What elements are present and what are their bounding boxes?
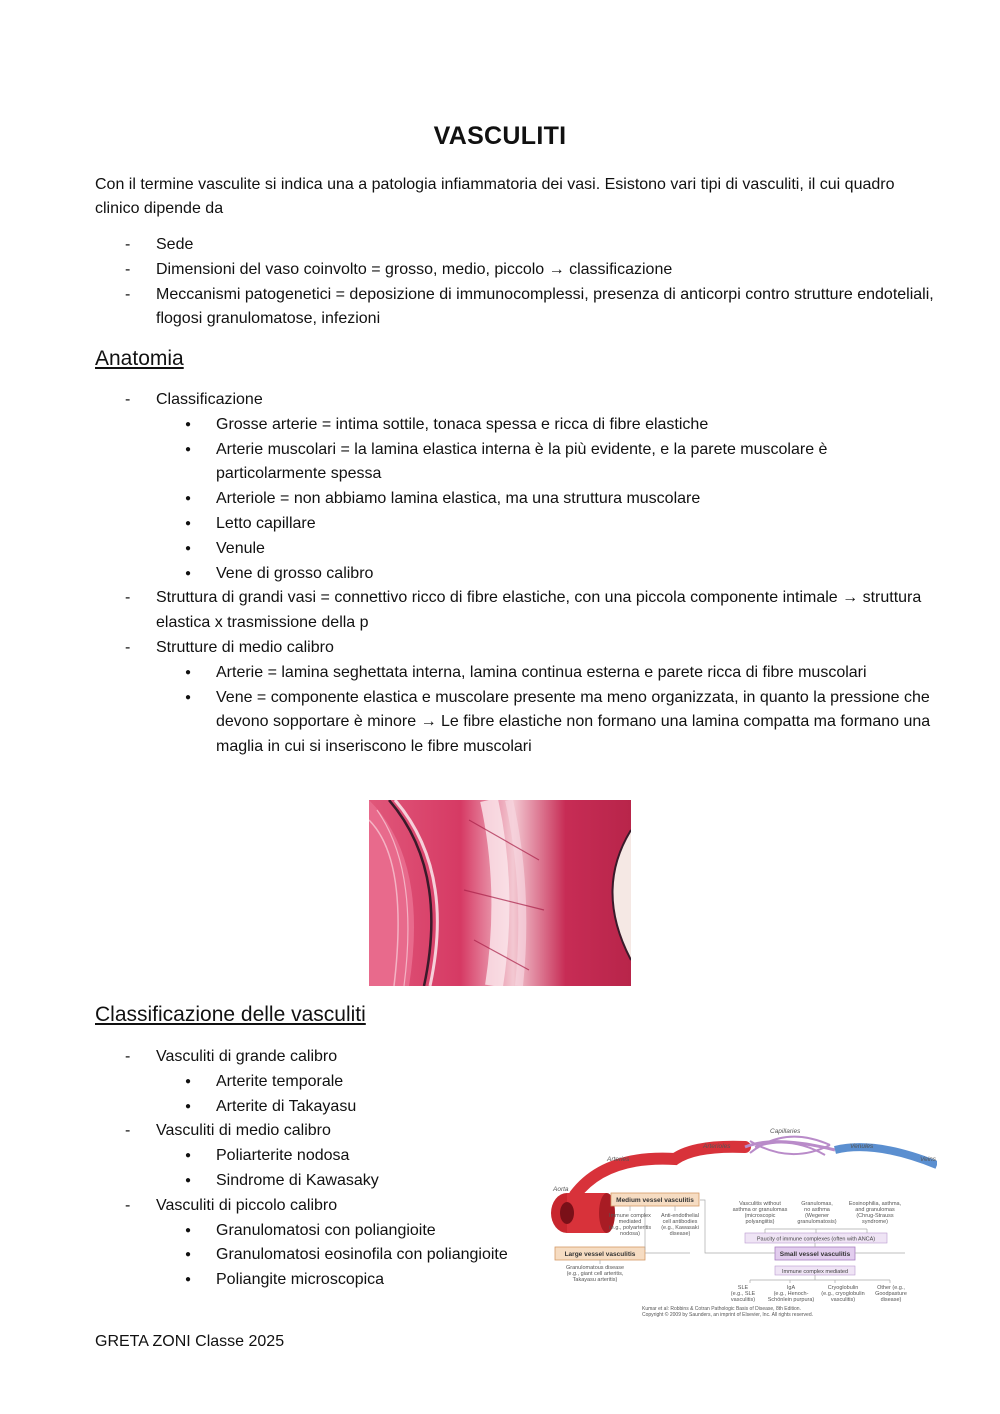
eosinophilia-line: syndrome) [862,1219,888,1225]
label-arteries: Arteries [607,1156,630,1163]
list-item: ● Sindrome di Kawasaky [95,1169,545,1194]
immune-complex-box: Immune complex mediated [781,1269,849,1275]
list-item: ● Arterite di Takayasu [95,1095,545,1120]
list-item: ● Vene di grosso calibro [95,562,935,587]
list-item: - Dimensioni del vaso coinvolto = grosso, medio, piccolo → classificazione [95,258,935,283]
footer-text: GRETA ZONI Classe 2025 [95,1333,285,1350]
without-asthma-line: polyangiitis) [745,1219,775,1225]
page-title: VASCULITI [433,122,567,150]
iga-line: IgA [786,1285,796,1291]
credit-line: Copyright © 2009 by Saunders, an imprint of Elsevier, Inc. All rights reserved. [642,1312,813,1318]
list-item: - Strutture di medio calibro [95,636,935,661]
granulomatous-line: (e.g., giant cell arteritis, [566,1271,624,1277]
list-item: ● Arterite temporale [95,1070,545,1095]
sle-line: vasculitis) [730,1297,756,1303]
anatomia-list [95,388,935,760]
list-item: ● Arterie muscolari = la lamina elastica interna è la più evidente, e la parete muscolare è particolarmente spessa [95,438,935,488]
other-line: disease) [880,1297,902,1303]
medium-vessel-box: Medium vessel vasculitis [616,1197,694,1204]
cryo-line: (e.g., cryoglobulin [821,1291,865,1297]
list-item: - Classificazione [95,388,935,413]
large-vessel-box: Large vessel vasculitis [564,1251,636,1258]
label-veins: Veins [920,1156,937,1163]
other-line: Goodpasture [875,1291,907,1297]
artery-shape [575,1147,745,1195]
without-asthma-line: Vasculitis without [739,1201,781,1207]
cryo-line: vasculitis) [830,1297,856,1303]
cryo-line: Cryoglobulin [827,1285,859,1291]
list-item: ● Letto capillare [95,512,935,537]
immune-complex-medium-line: mediated [618,1219,642,1225]
without-asthma-line: asthma or granulomas [732,1207,788,1213]
iga-line: Schönlein purpura) [767,1297,815,1303]
list-item: ● Grosse arterie = intima sottile, tonaca spessa e ricca di fibre elastiche [95,413,935,438]
iga-line: (e.g., Henoch- [773,1291,809,1297]
list-item: - Meccanismi patogenetici = deposizione di immunocomplessi, presenza di anticorpi contro strutture endoteliali, flogosi granulomatose, infezioni [95,283,935,333]
list-item: - Vasculiti di medio calibro [95,1119,545,1144]
intro-paragraph: Con il termine vasculite si indica una a patologia infiammatoria dei vasi. Esistono vari tipi di vasculiti, il cui quadro clinico dipende da [95,176,895,217]
credit-line: Kumar et al: Robbins & Cotran Pathologic Basis of Disease, 8th Edition. [642,1306,801,1312]
granulomatous-line: Granulomatous disease [565,1265,625,1271]
list-item: ● Poliarterite nodosa [95,1144,545,1169]
list-item: - Vasculiti di grande calibro [95,1045,545,1070]
eosinophilia-line: (Chrug-Strauss [856,1213,894,1219]
anti-endothelial-line: Anti-endothelial [661,1213,699,1219]
anti-endothelial-line: (e.g., Kawasaki [661,1225,699,1231]
list-item: ● Granulomatosi eosinofila con poliangioite [95,1243,545,1268]
granulomas-line: (Wegener [804,1213,830,1219]
list-item: ● Poliangite microscopica [95,1268,545,1293]
list-item: - Struttura di grandi vasi = connettivo ricco di fibre elastiche, con una piccola componente intimale → struttura elastica x trasmissione della p [95,586,935,636]
label-aorta: Aorta [553,1186,569,1193]
granulomas-line: Granulomas, [801,1201,833,1207]
sle-line: SLE [737,1285,749,1291]
section-heading-anatomia: Anatomia [95,347,184,370]
granulomas-line: no asthma [804,1207,830,1213]
list-item: ● Arterie = lamina seghettata interna, lamina continua esterna e parete ricca di fibre muscolari [95,661,935,686]
immune-complex-medium-line: Immune complex [609,1213,651,1219]
section-heading-classificazione: Classificazione delle vasculiti [95,1003,366,1026]
anti-endothelial-line: disease) [669,1231,691,1237]
small-vessel-box: Small vessel vasculitis [779,1251,851,1258]
intro-list [95,233,935,332]
paucity-box: Paucity of immune complexes (often with ANCA) [756,1236,876,1243]
immune-complex-medium-line: nodosa) [620,1231,640,1237]
vasculitis-diagram [545,1125,937,1325]
immune-complex-medium-line: (e.g., polyarteritis [608,1225,652,1231]
granulomatous-line: Takayasu arteritis) [572,1277,618,1283]
without-asthma-line: (microscopic [744,1213,776,1219]
label-venules: Venules [850,1143,874,1150]
label-arterioles: Arterioles [703,1143,731,1150]
granulomas-line: granulomatosis) [797,1219,837,1225]
label-capillaries: Capillaries [770,1128,801,1135]
other-line: Other (e.g., [877,1285,905,1291]
vasculiti-list [95,1045,545,1293]
list-item: ● Granulomatosi con poliangioite [95,1219,545,1244]
list-item: ● Arteriole = non abbiamo lamina elastica, ma una struttura muscolare [95,487,935,512]
eosinophilia-line: and granulomas [855,1207,895,1213]
anti-endothelial-line: cell antibodies [662,1219,698,1225]
list-item: - Vasculiti di piccolo calibro [95,1194,545,1219]
list-item: ● Venule [95,537,935,562]
eosinophilia-line: Eosinophilia, asthma, [848,1201,902,1207]
sle-line: (e.g., SLE [730,1291,756,1297]
list-item: - Sede [95,233,935,258]
histology-image [369,800,631,986]
list-item: ● Vene = componente elastica e muscolare presente ma meno organizzata, in quanto la pressione che devono sopportare è minore → Le fibre elastiche non formano una lamina compatta ma formano una maglia in cui si inseriscono le fibre muscolari [95,686,935,760]
